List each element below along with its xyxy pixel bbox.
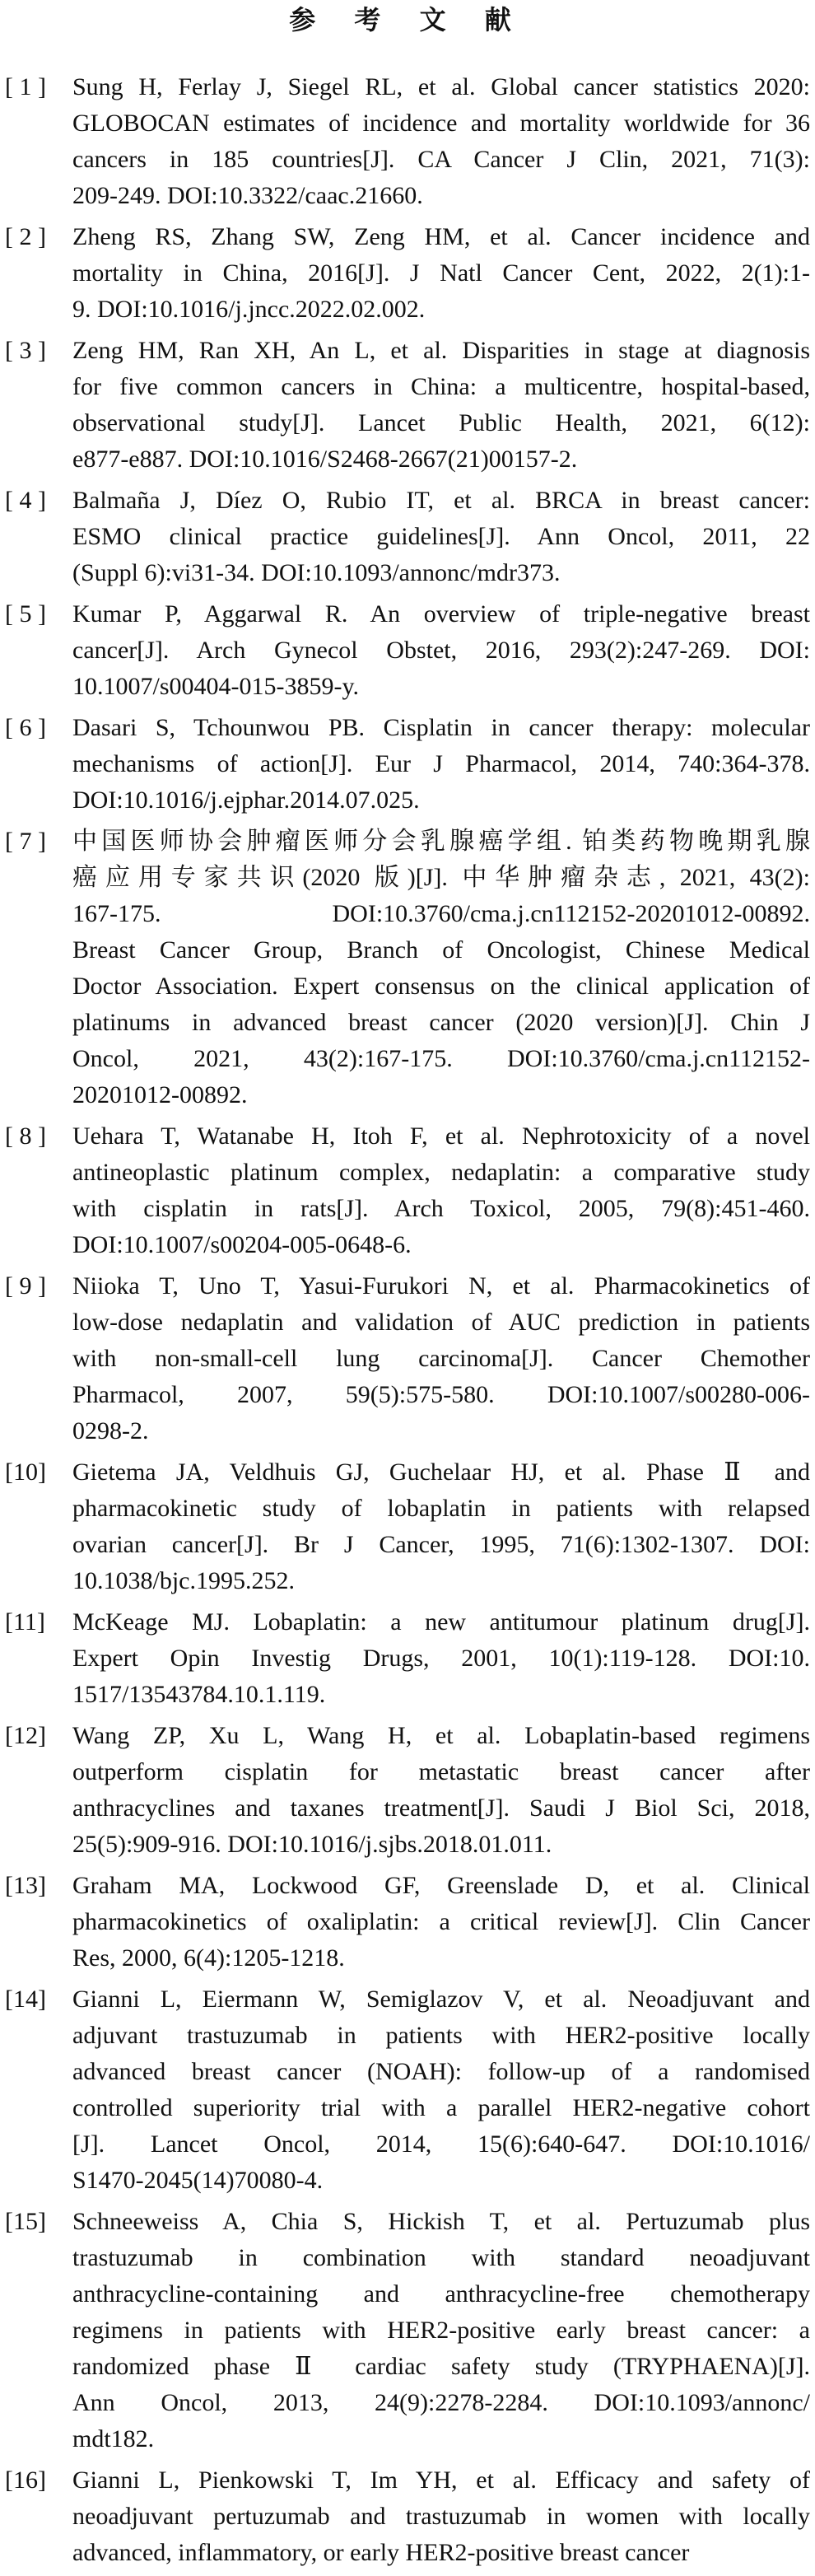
reference-text-line: DOI:10.1016/j.ejphar.2014.07.025.: [72, 786, 420, 814]
reference-text-line: low-dose nedaplatin and validation of AUC prediction in patients: [72, 1309, 810, 1336]
reference-text-line: (Suppl 6):vi31-34. DOI:10.1093/annonc/mdr373.: [72, 559, 561, 586]
reference-number: [ 8 ]: [5, 1122, 46, 1150]
reference-text-line: mechanisms of action[J]. Eur J Pharmacol, 2014, 740:364-378.: [72, 750, 810, 777]
reference-number: [ 4 ]: [5, 487, 46, 514]
reference-text-line: Gietema JA, Veldhuis GJ, Guchelaar HJ, et al. Phase Ⅱ and: [72, 1458, 810, 1486]
reference-text-line: Dasari S, Tchounwou PB. Cisplatin in cancer therapy: molecular: [72, 714, 810, 741]
reference-text-line: trastuzumab in combination with standard neoadjuvant: [72, 2244, 810, 2271]
reference-number: [11]: [5, 1608, 45, 1636]
reference-text-line: regimens in patients with HER2-positive early breast cancer: a: [72, 2317, 810, 2344]
reference-text-line: Balmaña J, Díez O, Rubio IT, et al. BRCA in breast cancer:: [72, 487, 810, 514]
reference-text-line: 癌应用专家共识(2020 版)[J]. 中华肿瘤杂志, 2021, 43(2):: [72, 864, 810, 891]
reference-text-line: Doctor Association. Expert consensus on the clinical application of: [72, 973, 810, 1000]
reference-text-line: Res, 2000, 6(4):1205-1218.: [72, 1944, 345, 1972]
reference-item: [0, 483, 815, 591]
reference-text-line: observational study[J]. Lancet Public Health, 2021, 6(12):: [72, 409, 810, 436]
reference-text-line: cancers in 185 countries[J]. CA Cancer J Clin, 2021, 71(3):: [72, 146, 810, 173]
reference-item: [0, 710, 815, 819]
reference-text-line: outperform cisplatin for metastatic breast cancer after: [72, 1758, 810, 1785]
reference-text-line: 9. DOI:10.1016/j.jncc.2022.02.002.: [72, 296, 426, 323]
reference-text-line: controlled superiority trial with a parallel HER2-negative cohort: [72, 2094, 810, 2121]
reference-text-line: Wang ZP, Xu L, Wang H, et al. Lobaplatin-based regimens: [72, 1722, 810, 1749]
reference-text-line: 20201012-00892.: [72, 1081, 248, 1108]
page-title: 参 考 文 献: [289, 4, 526, 35]
reference-text-line: e877-e887. DOI:10.1016/S2468-2667(21)00157-2.: [72, 446, 578, 473]
reference-text-line: advanced, inflammatory, or early HER2-positive breast cancer: [72, 2539, 690, 2566]
reference-text-line: with cisplatin in rats[J]. Arch Toxicol, 2005, 79(8):451-460.: [72, 1195, 810, 1222]
reference-number: [15]: [5, 2208, 46, 2235]
reference-number: [ 5 ]: [5, 600, 46, 628]
reference-text-line: neoadjuvant pertuzumab and trastuzumab in women with locally: [72, 2503, 810, 2530]
reference-item: [0, 596, 815, 705]
reference-text-line: Gianni L, Pienkowski T, Im YH, et al. Efficacy and safety of: [72, 2466, 810, 2494]
reference-text-line: Oncol, 2021, 43(2):167-175. DOI:10.3760/cma.j.cn112152-: [72, 1045, 810, 1072]
reference-number: [ 1 ]: [5, 73, 46, 100]
reference-text-line: ESMO clinical practice guidelines[J]. Ann Oncol, 2011, 22: [72, 523, 810, 550]
reference-item: [0, 824, 815, 1113]
reference-text-line: 209-249. DOI:10.3322/caac.21660.: [72, 182, 423, 209]
reference-number: [10]: [5, 1458, 46, 1486]
reference-text-line: platinums in advanced breast cancer (2020 version)[J]. Chin J: [72, 1009, 810, 1036]
reference-text-line: ovarian cancer[J]. Br J Cancer, 1995, 71(6):1302-1307. DOI:: [72, 1531, 810, 1558]
reference-item: [0, 1604, 815, 1713]
reference-text-line: 1517/13543784.10.1.119.: [72, 1681, 326, 1708]
reference-number: [ 7 ]: [5, 828, 46, 855]
reference-text-line: Pharmacol, 2007, 59(5):575-580. DOI:10.1007/s00280-006-: [72, 1381, 810, 1408]
reference-item: [0, 219, 815, 328]
reference-item: [0, 1268, 815, 1449]
reference-text-line: 25(5):909-916. DOI:10.1016/j.sjbs.2018.01.011.: [72, 1831, 552, 1858]
reference-item: [0, 333, 815, 478]
reference-text-line: 中国医师协会肿瘤医师分会乳腺癌学组. 铂类药物晚期乳腺: [72, 828, 810, 855]
reference-number: [ 3 ]: [5, 337, 46, 364]
reference-text-line: for five common cancers in China: a multicentre, hospital-based,: [72, 373, 810, 400]
reference-text-line: pharmacokinetic study of lobaplatin in patients with relapsed: [72, 1495, 810, 1522]
reference-item: [0, 1118, 815, 1263]
reference-list: [0, 69, 815, 2576]
reference-text-line: advanced breast cancer (NOAH): follow-up of a randomised: [72, 2058, 810, 2085]
reference-text-line: S1470-2045(14)70080-4.: [72, 2167, 324, 2194]
reference-text-line: Niioka T, Uno T, Yasui-Furukori N, et al. Pharmacokinetics of: [72, 1272, 810, 1300]
reference-text-line: mdt182.: [72, 2425, 155, 2452]
reference-item: [0, 2462, 815, 2571]
reference-item: [0, 1454, 815, 1599]
reference-text-line: DOI:10.1007/s00204-005-0648-6.: [72, 1231, 412, 1258]
reference-number: [14]: [5, 1986, 46, 2013]
reference-number: [16]: [5, 2466, 46, 2494]
reference-text-line: with non-small-cell lung carcinoma[J]. Cancer Chemother: [72, 1345, 810, 1372]
reference-text-line: Gianni L, Eiermann W, Semiglazov V, et al. Neoadjuvant and: [72, 1986, 810, 2013]
reference-item: [0, 2204, 815, 2457]
reference-text-line: Expert Opin Investig Drugs, 2001, 10(1):119-128. DOI:10.: [72, 1645, 810, 1672]
reference-text-line: Zeng HM, Ran XH, An L, et al. Disparities in stage at diagnosis: [72, 337, 810, 364]
reference-number: [ 6 ]: [5, 714, 46, 741]
reference-text-line: anthracycline-containing and anthracycline-free chemotherapy: [72, 2280, 810, 2308]
reference-text-line: 0298-2.: [72, 1417, 149, 1444]
reference-item: [0, 69, 815, 214]
reference-text-line: Breast Cancer Group, Branch of Oncologist, Chinese Medical: [72, 936, 810, 964]
reference-text-line: 10.1007/s00404-015-3859-y.: [72, 673, 360, 700]
reference-item: [0, 1981, 815, 2199]
reference-text-line: [J]. Lancet Oncol, 2014, 15(6):640-647. DOI:10.1016/: [72, 2130, 810, 2158]
reference-text-line: Ann Oncol, 2013, 24(9):2278-2284. DOI:10.1093/annonc/: [72, 2389, 810, 2416]
reference-text-line: pharmacokinetics of oxaliplatin: a critical review[J]. Clin Cancer: [72, 1908, 810, 1935]
reference-number: [ 9 ]: [5, 1272, 46, 1300]
reference-text-line: 10.1038/bjc.1995.252.: [72, 1567, 295, 1594]
reference-text-line: 167-175. DOI:10.3760/cma.j.cn112152-20201012-00892.: [72, 900, 810, 927]
reference-number: [ 2 ]: [5, 223, 46, 250]
reference-text-line: McKeage MJ. Lobaplatin: a new antitumour platinum drug[J].: [72, 1608, 810, 1636]
reference-text-line: GLOBOCAN estimates of incidence and mortality worldwide for 36: [72, 110, 810, 137]
reference-text-line: anthracyclines and taxanes treatment[J]. Saudi J Biol Sci, 2018,: [72, 1794, 810, 1822]
reference-text-line: Sung H, Ferlay J, Siegel RL, et al. Global cancer statistics 2020:: [72, 73, 810, 100]
reference-text-line: Zheng RS, Zhang SW, Zeng HM, et al. Cancer incidence and: [72, 223, 810, 250]
reference-number: [12]: [5, 1722, 46, 1749]
reference-number: [13]: [5, 1872, 46, 1899]
reference-item: [0, 1868, 815, 1976]
reference-text-line: Uehara T, Watanabe H, Itoh F, et al. Nephrotoxicity of a novel: [72, 1122, 810, 1150]
reference-text-line: Graham MA, Lockwood GF, Greenslade D, et al. Clinical: [72, 1872, 810, 1899]
reference-text-line: mortality in China, 2016[J]. J Natl Cancer Cent, 2022, 2(1):1-: [72, 259, 810, 287]
reference-text-line: cancer[J]. Arch Gynecol Obstet, 2016, 293(2):247-269. DOI:: [72, 637, 810, 664]
reference-text-line: Kumar P, Aggarwal R. An overview of triple-negative breast: [72, 600, 810, 628]
reference-text-line: adjuvant trastuzumab in patients with HER2-positive locally: [72, 2022, 810, 2049]
reference-text-line: antineoplastic platinum complex, nedaplatin: a comparative study: [72, 1159, 810, 1186]
reference-text-line: Schneeweiss A, Chia S, Hickish T, et al. Pertuzumab plus: [72, 2208, 810, 2235]
reference-item: [0, 1718, 815, 1863]
reference-text-line: randomized phase Ⅱ cardiac safety study (TRYPHAENA)[J].: [72, 2353, 810, 2380]
